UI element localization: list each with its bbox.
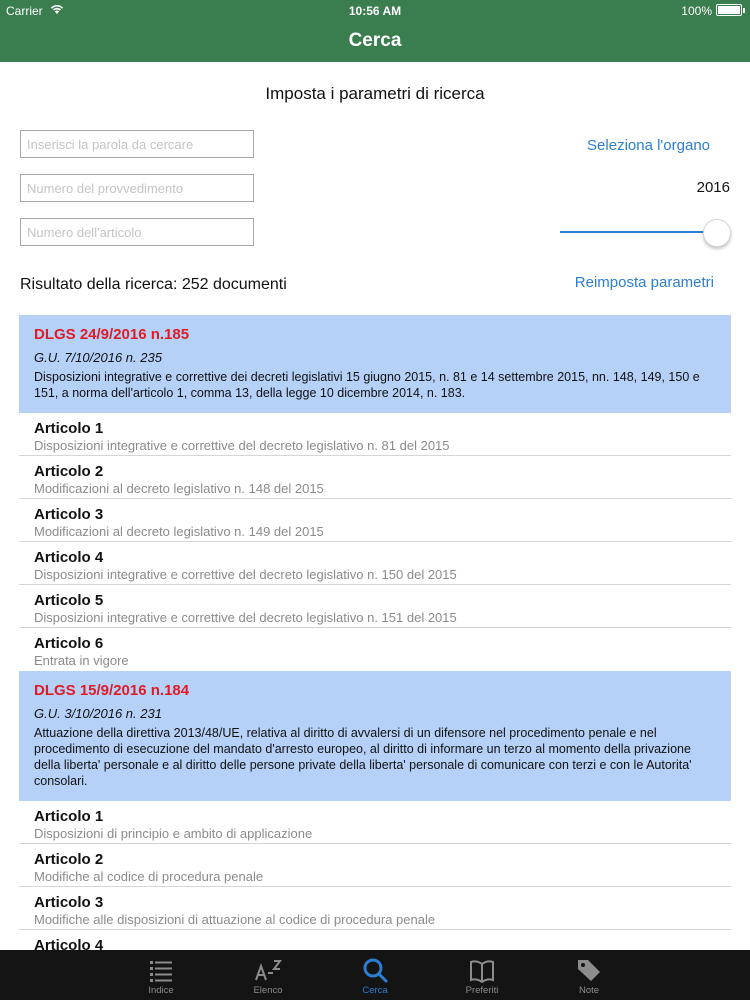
document-title: DLGS 24/9/2016 n.185 bbox=[34, 326, 190, 343]
article-title: Articolo 1 bbox=[34, 808, 104, 825]
page-title: Cerca bbox=[348, 30, 402, 51]
tab-label: Preferiti bbox=[465, 985, 499, 996]
article-title: Articolo 5 bbox=[34, 592, 104, 609]
navigation-bar bbox=[0, 0, 750, 62]
tab-label: Elenco bbox=[253, 985, 283, 996]
article-subtitle: Disposizioni integrative e correttive del decreto legislativo n. 81 del 2015 bbox=[34, 438, 450, 453]
article-row[interactable] bbox=[19, 456, 731, 499]
tab-indice[interactable] bbox=[108, 950, 215, 1000]
article-title: Articolo 3 bbox=[34, 894, 104, 911]
article-subtitle: Disposizioni integrative e correttive del decreto legislativo n. 151 del 2015 bbox=[34, 610, 457, 625]
tab-preferiti[interactable] bbox=[429, 950, 536, 1000]
document-header[interactable] bbox=[19, 315, 731, 413]
article-title: Articolo 4 bbox=[34, 549, 104, 566]
document-header[interactable] bbox=[19, 671, 731, 801]
tab-note[interactable] bbox=[536, 950, 643, 1000]
article-subtitle: Modificazioni al decreto legislativo n. 149 del 2015 bbox=[34, 524, 324, 539]
article-row[interactable] bbox=[19, 542, 731, 585]
article-title: Articolo 6 bbox=[34, 635, 104, 652]
provvedimento-number-input[interactable] bbox=[20, 174, 254, 202]
article-title: Articolo 2 bbox=[34, 851, 104, 868]
search-heading: Imposta i parametri di ricerca bbox=[265, 84, 485, 103]
tab-cerca[interactable] bbox=[322, 950, 429, 1000]
document-description: Disposizioni integrative e correttive dei decreti legislativi 15 giugno 2015, n. 81 e 14 settembre 2015, nn. 148, 149, 150 e 151, a norma dell'articolo 1, comma 13, della legge 10 dicembre 2014, n. 183. bbox=[34, 370, 700, 400]
status-bar bbox=[0, 0, 750, 22]
search-word-input[interactable] bbox=[20, 130, 254, 158]
document-gazette-ref: G.U. 3/10/2016 n. 231 bbox=[34, 706, 162, 721]
article-title: Articolo 1 bbox=[34, 420, 104, 437]
reset-parameters-button[interactable]: Reimposta parametri bbox=[574, 274, 714, 291]
article-row[interactable] bbox=[19, 413, 731, 456]
article-subtitle: Disposizioni integrative e correttive del decreto legislativo n. 150 del 2015 bbox=[34, 567, 457, 582]
search-icon bbox=[361, 956, 389, 984]
article-title: Articolo 4 bbox=[34, 937, 104, 950]
article-number-input[interactable] bbox=[20, 218, 254, 246]
battery-percent: 100% bbox=[681, 4, 712, 18]
clock: 10:56 AM bbox=[348, 4, 402, 18]
tab-bar bbox=[0, 950, 750, 1000]
select-organo-button[interactable]: Seleziona l'organo bbox=[587, 137, 710, 154]
results-list[interactable] bbox=[19, 315, 731, 950]
article-subtitle: Modificazioni al decreto legislativo n. 148 del 2015 bbox=[34, 481, 324, 496]
article-row[interactable] bbox=[19, 844, 731, 887]
tag-icon bbox=[575, 956, 603, 984]
article-row[interactable] bbox=[19, 585, 731, 628]
tab-elenco[interactable] bbox=[215, 950, 322, 1000]
book-icon bbox=[468, 956, 496, 984]
az-sort-icon bbox=[254, 956, 282, 984]
article-title: Articolo 3 bbox=[34, 506, 104, 523]
article-row[interactable] bbox=[19, 801, 731, 844]
article-subtitle: Disposizioni di principio e ambito di applicazione bbox=[34, 826, 313, 841]
article-row[interactable] bbox=[19, 628, 731, 671]
article-row[interactable] bbox=[19, 499, 731, 542]
carrier-label: Carrier bbox=[6, 4, 43, 18]
year-slider-track[interactable] bbox=[560, 231, 710, 233]
tab-label: Cerca bbox=[362, 985, 388, 996]
year-value: 2016 bbox=[696, 179, 730, 196]
document-gazette-ref: G.U. 7/10/2016 n. 235 bbox=[34, 350, 162, 365]
tab-label: Note bbox=[578, 985, 600, 996]
article-row[interactable] bbox=[19, 930, 731, 950]
year-slider-thumb[interactable] bbox=[703, 219, 731, 247]
article-row[interactable] bbox=[19, 887, 731, 930]
article-subtitle: Entrata in vigore bbox=[34, 653, 129, 668]
article-subtitle: Modifiche al codice di procedura penale bbox=[34, 869, 264, 884]
document-description: Attuazione della direttiva 2013/48/UE, relativa al diritto di avvalersi di un difensore nel procedimento penale e nel procedimento di esecuzione del mandato d'arresto europeo, al diritto di informare un terzo al momento della privazione della liberta' personale e al diritto delle persone private della liberta' personale di comunicare con terzi e con le Autorita' consolari. bbox=[34, 726, 692, 788]
list-icon bbox=[147, 956, 175, 984]
article-subtitle: Modifiche alle disposizioni di attuazione al codice di procedura penale bbox=[34, 912, 436, 927]
tab-label: Indice bbox=[148, 985, 174, 996]
document-title: DLGS 15/9/2016 n.184 bbox=[34, 682, 190, 699]
article-title: Articolo 2 bbox=[34, 463, 104, 480]
battery-icon bbox=[716, 4, 742, 16]
result-count: Risultato della ricerca: 252 documenti bbox=[20, 276, 287, 293]
